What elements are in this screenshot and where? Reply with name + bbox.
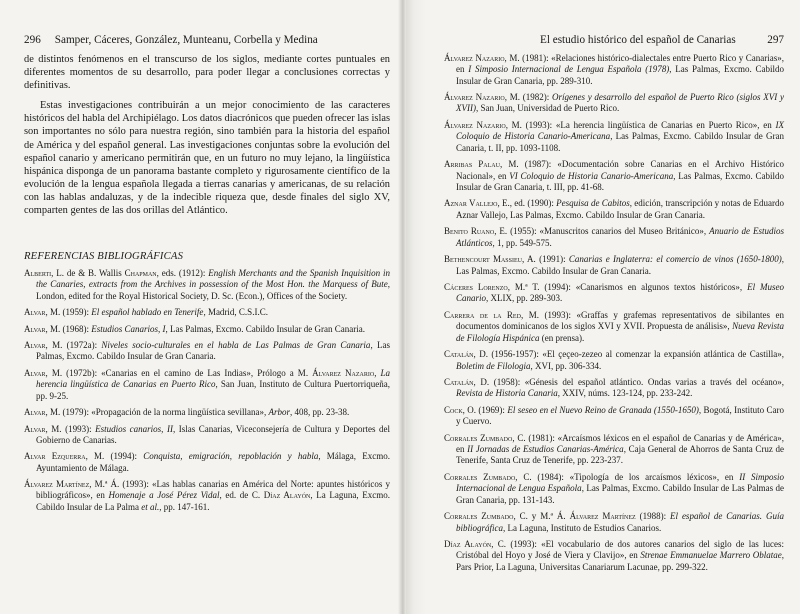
reference-text: , M. (1994): <box>85 451 144 462</box>
reference-title: La herencia lingüística de Canarias en Puerto Rico <box>36 367 391 390</box>
right-page <box>404 0 800 614</box>
left-running-head <box>24 33 390 47</box>
reference-entry <box>24 407 390 418</box>
reference-text: , M.ª Á. (1993): «Las hablas canarias en América del Norte: apuntes históricos y bibliográficos», en <box>36 479 390 501</box>
reference-text: , D. (1956-1957): «El çeçeo-zezeo al comenzar la expansión atlántica de Castilla», <box>473 349 784 360</box>
reference-entry <box>24 479 390 513</box>
reference-text: , M. (1993): <box>45 423 96 434</box>
reference-title: Revista de Historia Canaria <box>456 388 558 399</box>
reference-text: , 1, pp. 549-575. <box>492 237 552 248</box>
reference-entry <box>444 226 784 249</box>
reference-author: Chapman <box>124 268 157 279</box>
reference-text: , Las Palmas, Excmo. Cabildo Insular de Gran Canaria, t. II, pp. 1093-1108. <box>456 131 784 153</box>
reference-author: Álvarez Nazario <box>444 53 505 63</box>
reference-text: , Las Palmas, Excmo. Cabildo Insular de Gran Canaria, t. III, pp. 41-68. <box>456 170 785 192</box>
right-reference-list <box>444 53 784 573</box>
reference-title: El español hablado en Tenerife <box>91 307 204 318</box>
reference-text: , Las Palmas, Excmo. Cabildo Insular de Gran Canaria, pp. 289-310. <box>456 64 784 86</box>
reference-text: , XXIV, núms. 123-124, pp. 233-242. <box>557 388 693 399</box>
reference-author: Corrales Zumbado <box>444 432 513 443</box>
reference-title: El español de Canarias. Guía bibliográfica <box>456 511 784 533</box>
reference-entry <box>24 268 390 302</box>
reference-title: II Simposio Internacional de Lengua Española <box>456 472 784 494</box>
reference-author: Álvarez Nazario <box>312 367 375 378</box>
reference-author: Arribas Palau <box>444 159 500 170</box>
reference-author: Corrales Zumbado <box>444 511 514 522</box>
reference-text: , M.ª T. (1994): «Canarismos en algunos textos históricos», <box>507 282 748 293</box>
reference-text: , C. (1993): «El vocabulario de dos autores canarios del siglo de las luces: Cristóbal del Hoyo y José de Viera y Clavijo», en <box>456 539 784 561</box>
reference-text: , L. de & B. Wallis <box>51 268 125 279</box>
book-gutter <box>398 0 406 614</box>
reference-author: Alvar <box>24 340 46 351</box>
reference-entry <box>24 424 390 447</box>
reference-author: Corrales Zumbado <box>444 472 516 483</box>
reference-text: , M. (1981): «Relaciones histórico-dialectales entre Puerto Rico y Canarias», en <box>456 53 784 75</box>
reference-title: Pesquisa de Cabitos <box>556 198 630 209</box>
reference-text: , M. (1968): <box>45 323 92 334</box>
reference-text: , C. (1984): «Tipología de los arcaísmos léxicos», en <box>515 472 740 483</box>
reference-text: , Bogotá, Instituto Caro y Cuervo. <box>456 404 785 427</box>
reference-entry <box>444 282 784 305</box>
reference-author: Carrera de la Red <box>444 310 521 321</box>
reference-title: II Jornadas de Estudios Canarias-América <box>467 444 624 455</box>
reference-text: , Caja General de Ahorros de Santa Cruz de Tenerife, Santa Cruz de Tenerife, pp. 223-237. <box>456 444 784 466</box>
reference-author: Alvar <box>24 367 46 378</box>
reference-entry <box>444 472 784 506</box>
reference-text: , La Laguna, Instituto de Estudios Canarios. <box>503 522 662 533</box>
reference-text: , C. (1981): «Arcaísmos léxicos en el español de Canarias y de América», en <box>456 432 784 455</box>
reference-author: Alberti <box>24 268 52 279</box>
reference-text: , M. (1993): «Graffas y grafemas representativos de sibilantes en documentos dominicanos de los siglos XVI y XVII. Propuesta de análisis», <box>456 310 784 332</box>
reference-text: , Málaga, Excmo. Ayuntamiento de Málaga. <box>36 451 391 473</box>
reference-text: , O. (1969): <box>462 404 508 415</box>
reference-entry <box>444 92 784 115</box>
reference-author: Alvar <box>24 407 46 418</box>
reference-entry <box>444 377 784 400</box>
reference-entry <box>24 307 390 318</box>
reference-text: , M. (1987): «Documentación sobre Canarias en el Archivo Histórico Nacional», en <box>456 159 785 181</box>
reference-author: Aznar Vallejo <box>444 198 498 209</box>
reference-entry <box>444 310 784 344</box>
reference-text: , Las Palmas, Excmo. Cabildo Insular de Gran Canaria. <box>456 254 784 276</box>
reference-title: Estudios Canarios, I <box>91 323 166 334</box>
reference-text: , Las Palmas, Excmo. Cabildo Insular de Gran Canaria. <box>165 323 365 334</box>
reference-title: Nueva Revista de Filología Hispánica <box>456 321 785 343</box>
left-reference-list <box>24 268 390 513</box>
reference-text: , eds. (1912): <box>156 268 209 279</box>
reference-text: , D. (1958): «Génesis del español atlántico. Ondas varias a través del océano», <box>473 377 784 388</box>
references-heading: REFERENCIAS BIBLIOGRÁFICAS <box>24 251 184 263</box>
reference-author: Cock <box>444 404 463 415</box>
reference-entry <box>444 405 784 428</box>
reference-entry <box>444 120 784 154</box>
reference-title: Conquista, emigración, repoblación y habla <box>143 451 319 462</box>
reference-title: IX Coloquio de Historia Canario-Americana <box>456 120 784 142</box>
reference-title: Canarias e Inglaterra: el comercio de vinos (1650-1800) <box>568 254 782 265</box>
reference-text: , edición, transcripción y notas de Eduardo Aznar Vallejo, Las Palmas, Excmo. Cabildo Insular de Gran Canaria. <box>456 198 784 220</box>
reference-text: , London, edited for the Royal Historical Society, D. Sc. (Econ.), Offices of the Society. <box>36 279 390 301</box>
reference-author: Alvar <box>24 307 46 318</box>
reference-entry <box>444 198 784 221</box>
reference-text: , La Laguna, Excmo. Cabildo Insular de La Palma <box>36 490 390 512</box>
reference-title: VI Coloquio de Historia Canario-Americana <box>509 170 674 181</box>
reference-author: Bethencourt Massieu <box>444 254 522 265</box>
reference-text: , Islas Canarias, Viceconsejería de Cultura y Deportes del Gobierno de Canarias. <box>36 423 390 445</box>
reference-author: Álvarez Nazario <box>444 120 506 131</box>
reference-entry <box>444 53 784 87</box>
reference-title: Strenae Emmanuelae Marrero Oblatae <box>640 550 782 561</box>
reference-text: , XLIX, pp. 289-303. <box>486 293 563 304</box>
reference-entry <box>24 451 390 474</box>
reference-text: , M. (1993): «La herencia lingüística de Canarias en Puerto Rico», en <box>505 120 776 131</box>
reference-entry <box>444 433 784 467</box>
reference-author: Díaz Alayón <box>444 539 492 550</box>
reference-entry <box>24 340 390 363</box>
reference-text: , pp. 147-161. <box>159 501 210 512</box>
reference-text: , Pars Prior, La Laguna, Universitas Canariarum Lacunae, pp. 299-322. <box>456 550 784 572</box>
reference-author: Benito Ruano <box>444 226 495 237</box>
reference-title: Homenaje a José Pérez Vidal <box>108 490 220 501</box>
reference-text: , M. (1972a): <box>45 340 102 351</box>
reference-author: Alvar Ezquerra <box>24 451 86 462</box>
reference-title: El seseo en el Nuevo Reino de Granada (1550-1650) <box>507 404 699 415</box>
reference-title: Orígenes y desarrollo del español de Puerto Rico (siglos XVI y XVII) <box>456 92 784 114</box>
reference-author: Cáceres Lorenzo <box>444 282 508 293</box>
reference-text: (en prensa). <box>539 332 585 343</box>
right-running-head <box>444 33 784 47</box>
reference-entry <box>444 539 784 573</box>
reference-text: , M. (1979): «Propagación de la norma lingüística sevillana», <box>45 407 269 418</box>
reference-text: , San Juan, Universidad de Puerto Rico. <box>476 103 620 114</box>
reference-author: Alvar <box>24 423 46 434</box>
reference-title: Arbor <box>268 407 290 418</box>
reference-text: , 408, pp. 23-38. <box>289 407 350 418</box>
reference-entry <box>444 254 784 277</box>
reference-text: , Las Palmas, Excmo. Cabildo Insular de Las Palmas de Gran Canaria, pp. 131-143. <box>456 483 784 505</box>
reference-author: Álvarez Martínez <box>569 511 636 522</box>
left-running-title: Samper, Cáceres, González, Munteanu, Corbella y Medina <box>54 34 318 46</box>
reference-entry <box>444 159 784 193</box>
reference-entry <box>24 368 390 402</box>
reference-text: , M. (1972b): «Canarias en el camino de Las Indias», Prólogo a M. <box>45 367 313 378</box>
reference-text: , M. (1982): <box>504 92 552 103</box>
reference-title: Anuario de Estudios Atlánticos <box>456 226 784 248</box>
reference-title: Estudios canarios, II <box>95 423 173 434</box>
reference-title: English Merchants and the Spanish Inquisition in the Canaries, extracts from the Archives in possession of the Most Hon. the Marquess of Bute <box>36 268 390 290</box>
reference-title: I Simposio Internacional de Lengua Española (1978) <box>468 64 670 75</box>
reference-text: , C. y M.ª Á. <box>513 511 570 522</box>
reference-author: Catalán <box>444 349 474 360</box>
reference-entry <box>444 511 784 534</box>
reference-text: , San Juan, Instituto de Cultura Puertorriqueña, pp. 9-25. <box>36 379 390 401</box>
reference-text: , Madrid, C.S.I.C. <box>203 307 268 318</box>
reference-text: , M. (1959): <box>45 307 92 318</box>
paragraph-1: de distintos fenómenos en el transcurso de los siglos, mediante cortes puntuales en diferentes momentos de su desarrollo, para poder llegar a conclusiones correctas y definitivas. <box>24 54 390 92</box>
left-page-number: 296 <box>24 34 41 46</box>
reference-text: , Las Palmas, Excmo. Cabildo Insular de Gran Canaria. <box>36 340 390 362</box>
reference-text: , <box>374 367 381 378</box>
right-running-title: El estudio histórico del español de Canarias <box>540 34 736 46</box>
reference-entry <box>24 324 390 335</box>
right-page-number: 297 <box>767 34 784 46</box>
reference-text: , XVI, pp. 306-334. <box>530 360 602 371</box>
reference-author: Catalán <box>444 377 474 388</box>
reference-author: Díaz Alayón <box>263 490 311 501</box>
reference-text: , E., ed. (1990): <box>497 198 557 209</box>
reference-title: Boletim de Filologia <box>456 360 531 371</box>
reference-title: El Museo Canario <box>456 282 784 304</box>
reference-title: et al. <box>141 501 160 512</box>
paragraph-2: Estas investigaciones contribuirán a un mejor conocimiento de las caracteres históricos del habla del Archipiélago. Los datos diacrónicos que pueden ofrecer las islas son importantes no sólo para nuestra región, sino también para la historia del español de América y del español general. Las investigaciones conjuntas sobre la evolución del español canario y americano permitirán que, en un futuro no muy lejano, la lingüística hispánica disponga de un panorama bastante completo y rigurosamente científico de la evolución de la lengua española llegada a tierras canarias y americanas, de su relación con las hablas andaluzas, y de la indecible riqueza que, desde finales del siglo XV, comparten gentes de las dos orillas del Atlántico. <box>24 100 390 217</box>
reference-text: , ed. de C. <box>219 490 264 501</box>
reference-author: Álvarez Martínez <box>24 479 90 490</box>
reference-text: , E. (1955): «Manuscritos canarios del Museo Británico», <box>494 226 710 237</box>
reference-text: , A. (1991): <box>521 254 569 265</box>
reference-entry <box>444 349 784 372</box>
reference-title: Niveles socio-culturales en el habla de Las Palmas de Gran Canaria <box>101 340 371 351</box>
reference-text: (1988): <box>635 511 671 522</box>
reference-author: Alvar <box>24 323 46 334</box>
reference-author: Álvarez Nazario <box>444 92 505 103</box>
